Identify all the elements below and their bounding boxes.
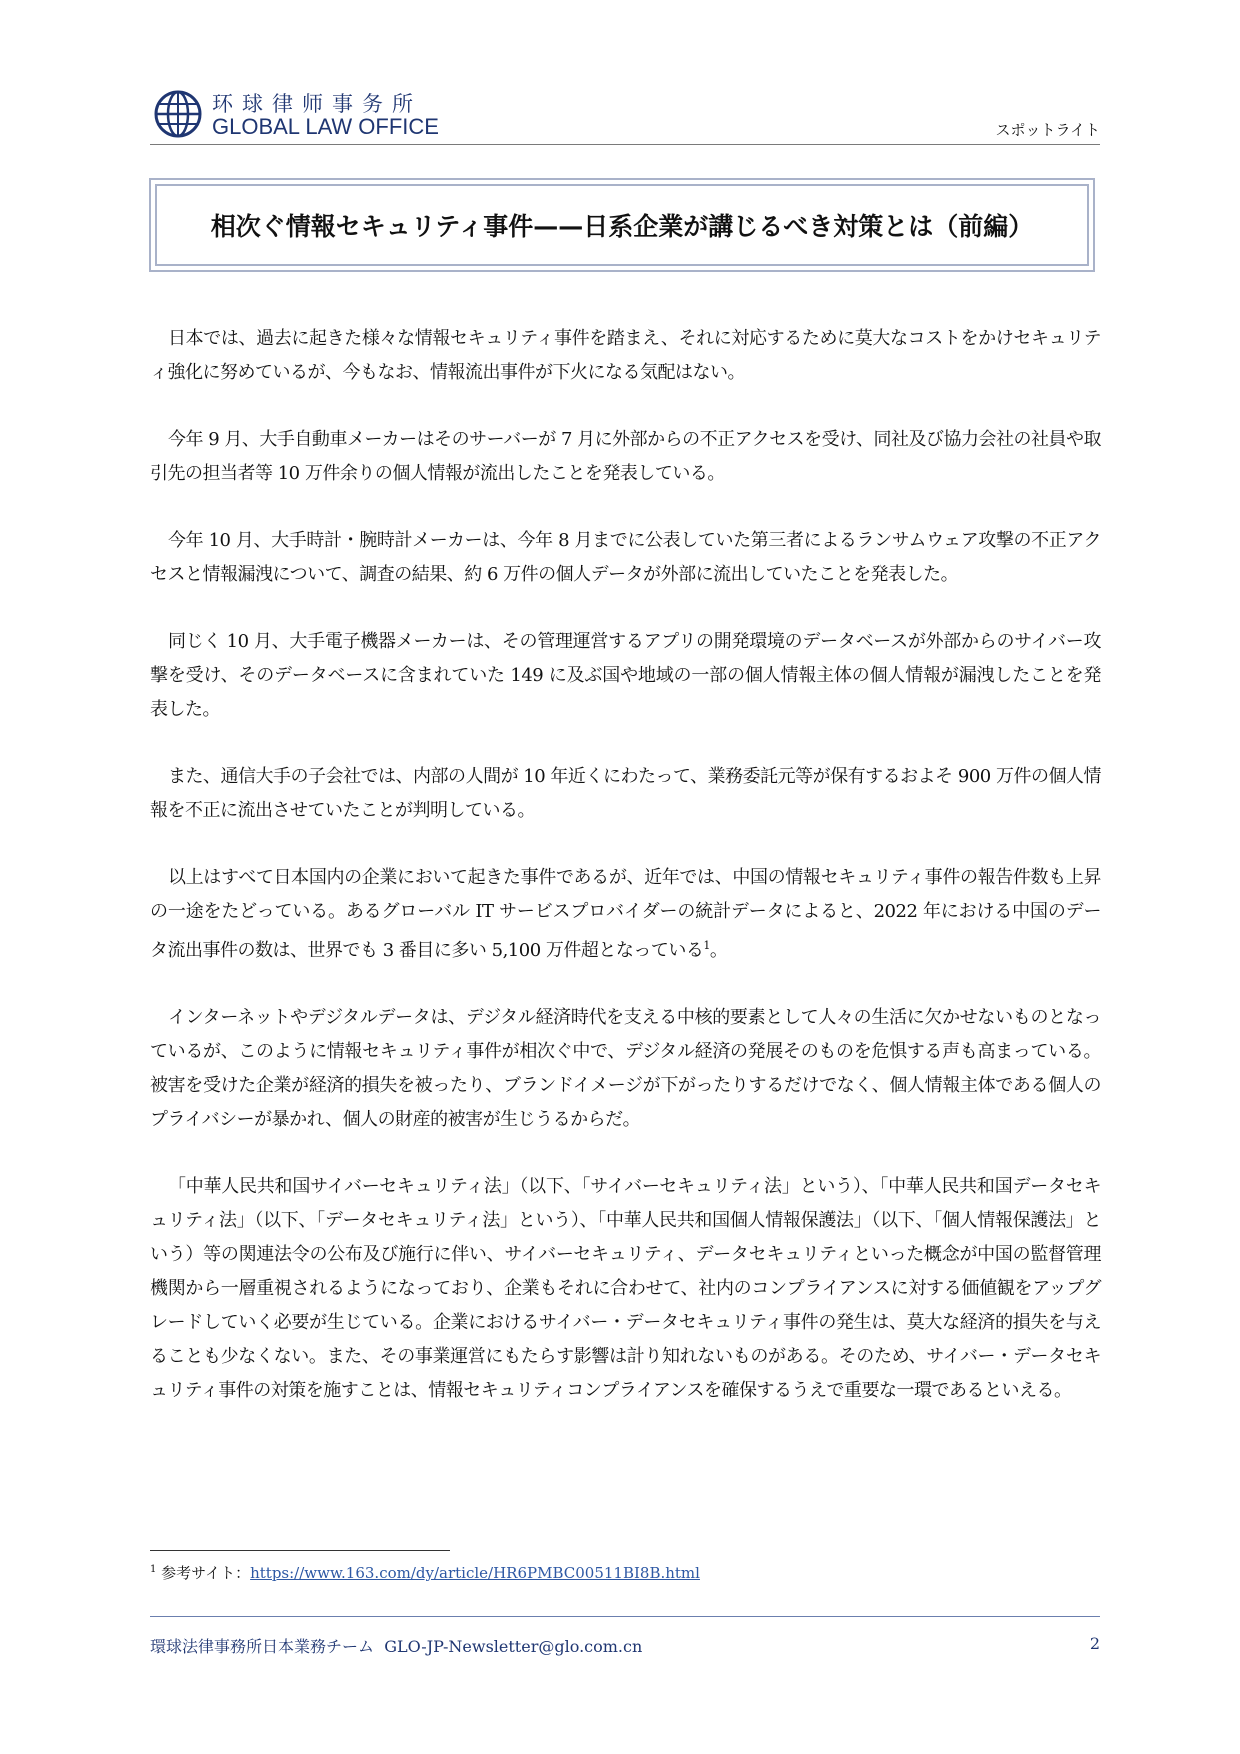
paragraph-7: インターネットやデジタルデータは、デジタル経済時代を支える中核的要素として人々の生活に欠かせないものとなっているが、このように情報セキュリティ事件が相次ぐ中で、デジタル経済の発展そのものを危惧する声も高まっている。被害を受けた企業が経済的損失を被ったり、ブランドイメージが下がったりするだけでなく、個人情報主体である個人のプライバシーが暴かれ、個人の財産的被害が生じうるからだ。	[150, 1007, 1101, 1130]
page-number: 2	[1089, 1634, 1100, 1653]
logo-english-name: GLOBAL LAW OFFICE	[212, 114, 439, 139]
footnote-link[interactable]: https://www.163.com/dy/article/HR6PMBC00511BI8B.html	[250, 1564, 700, 1582]
footnote-ref[interactable]: 1	[703, 939, 710, 952]
section-label: スポットライト	[995, 121, 1100, 139]
paragraph-4: 同じく 10 月、大手電子機器メーカーは、その管理運営するアプリの開発環境のデータベースが外部からのサイバー攻撃を受け、そのデータベースに含まれていた 149 に及ぶ国や地域の一部の個人情報主体の個人情報が漏洩したことを発表した。	[150, 631, 1101, 720]
title-frame	[149, 178, 1095, 272]
footnote	[150, 1562, 700, 1583]
page-header	[150, 84, 1100, 145]
footnote-divider	[150, 1550, 450, 1551]
paragraph-6	[150, 861, 1101, 968]
paragraph-6-tail: 。	[709, 940, 728, 961]
footer-email[interactable]: GLO-JP-Newsletter@glo.com.cn	[384, 1637, 643, 1656]
footnote-label: 参考サイト：	[161, 1564, 251, 1582]
logo-chinese-name: 环球律师事务所	[212, 92, 422, 116]
globe-logo-icon	[150, 84, 210, 144]
paragraph-6-text: 以上はすべて日本国内の企業において起きた事件であるが、近年では、中国の情報セキュリティ事件の報告件数も上昇の一途をたどっている。あるグローバル IT サービスプロバイダーの統計データによると、2022 年における中国のデータ流出事件の数は、世界でも 3 番目に多い 5,100 万件超となっている	[150, 867, 1101, 961]
footer-divider	[150, 1616, 1100, 1617]
paragraph-2: 今年 9 月、大手自動車メーカーはそのサーバーが 7 月に外部からの不正アクセスを受け、同社及び協力会社の社員や取引先の担当者等 10 万件余りの個人情報が流出したことを発表している。	[150, 429, 1101, 484]
paragraph-3: 今年 10 月、大手時計・腕時計メーカーは、今年 8 月までに公表していた第三者によるランサムウェア攻撃の不正アクセスと情報漏洩について、調査の結果、約 6 万件の個人データが外部に流出していたことを発表した。	[150, 530, 1101, 585]
footer-team-name: 環球法律事務所日本業務チーム	[150, 1637, 375, 1656]
article-body	[150, 322, 1101, 1441]
article-title: 相次ぐ情報セキュリティ事件——日系企業が講じるべき対策とは（前編）	[210, 212, 1034, 241]
paragraph-8: 「中華人民共和国サイバーセキュリティ法」（以下、「サイバーセキュリティ法」という）、「中華人民共和国データセキュリティ法」（以下、「データセキュリティ法」という）、「中華人民共和国個人情報保護法」（以下、「個人情報保護法」という）等の関連法令の公布及び施行に伴い、サイバーセキュリティ、データセキュリティといった概念が中国の監督管理機関から一層重視されるようになっており、企業もそれに合わせて、社内のコンプライアンスに対する価値観をアップグレードしていく必要が生じている。企業におけるサイバー・データセキュリティ事件の発生は、莫大な経済的損失を与えることも少なくない。また、その事業運営にもたらす影響は計り知れないものがある。そのため、サイバー・データセキュリティ事件の対策を施すことは、情報セキュリティコンプライアンスを確保するうえで重要な一環であるといえる。	[150, 1176, 1101, 1401]
paragraph-5: また、通信大手の子会社では、内部の人間が 10 年近くにわたって、業務委託元等が保有するおよそ 900 万件の個人情報を不正に流出させていたことが判明している。	[150, 766, 1101, 821]
footer-contact	[150, 1634, 642, 1657]
paragraph-1: 日本では、過去に起きた様々な情報セキュリティ事件を踏まえ、それに対応するために莫大なコストをかけセキュリティ強化に努めているが、今もなお、情報流出事件が下火になる気配はない。	[150, 328, 1101, 383]
title-inner-frame	[155, 184, 1089, 266]
footnote-number: 1	[150, 1564, 157, 1575]
